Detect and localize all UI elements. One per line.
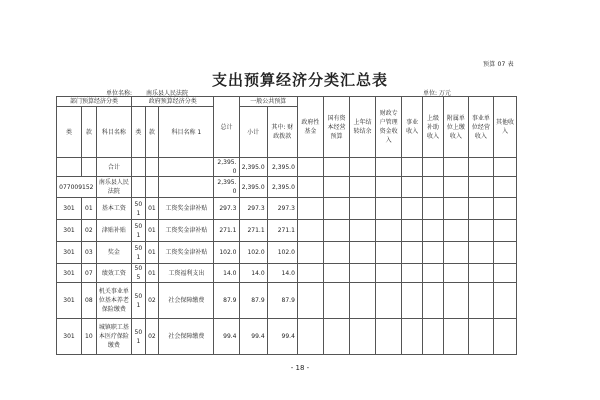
cell-subject-name: 机关事业单位基本养老保险缴费 <box>96 283 131 319</box>
cell-gov-subject-name: 工资奖金津补贴 <box>159 198 214 220</box>
cell-empty <box>493 319 516 355</box>
cell-empty <box>350 283 376 319</box>
cell-subtotal: 2,395.0 <box>239 158 267 177</box>
cell-total: 14.0 <box>214 264 239 283</box>
cell-kind: 301 <box>57 220 82 242</box>
cell-empty <box>323 158 349 177</box>
cell-empty <box>493 220 516 242</box>
cell-item: 10 <box>82 319 97 355</box>
cell-empty <box>423 198 444 220</box>
cell-gov-kind <box>132 177 146 198</box>
header-state-capital: 国有资本经营预算 <box>323 97 349 158</box>
budget-table <box>56 96 517 355</box>
cell-gov-kind: 501 <box>132 319 146 355</box>
cell-gov-subject-name <box>159 158 214 177</box>
cell-total: 2,395.0 <box>214 158 239 177</box>
cell-subtotal: 271.1 <box>239 220 267 242</box>
cell-empty <box>402 158 423 177</box>
cell-empty <box>493 264 516 283</box>
cell-empty <box>402 283 423 319</box>
cell-gov-kind: 501 <box>132 242 146 264</box>
cell-empty <box>468 242 493 264</box>
cell-gov-subject-name: 社会保障缴费 <box>159 319 214 355</box>
cell-empty <box>443 158 468 177</box>
cell-empty <box>443 264 468 283</box>
cell-empty <box>323 198 349 220</box>
cell-unit-name: 南乐县人民法院 <box>96 177 131 198</box>
cell-gov-item <box>145 158 159 177</box>
cell-gov-kind <box>132 158 146 177</box>
cell-empty <box>297 319 323 355</box>
cell-empty <box>423 319 444 355</box>
cell-empty <box>297 177 323 198</box>
header-kind: 类 <box>57 107 82 158</box>
cell-empty <box>376 177 402 198</box>
cell-empty <box>350 242 376 264</box>
header-subject-name: 科目名称 <box>96 107 131 158</box>
cell-empty <box>443 220 468 242</box>
cell-fiscal: 271.1 <box>267 220 297 242</box>
cell-subject-name: 奖金 <box>96 242 131 264</box>
cell-item: 02 <box>82 220 97 242</box>
cell-empty <box>493 158 516 177</box>
cell-gov-subject-name: 社会保障缴费 <box>159 283 214 319</box>
cell-subject-name: 津贴补贴 <box>96 220 131 242</box>
cell-total: 87.9 <box>214 283 239 319</box>
cell-gov-subject-name: 工资奖金津补贴 <box>159 242 214 264</box>
cell-gov-kind: 505 <box>132 264 146 283</box>
cell-item: 03 <box>82 242 97 264</box>
cell-empty <box>350 220 376 242</box>
cell-empty <box>423 177 444 198</box>
cell-subtotal: 87.9 <box>239 283 267 319</box>
cell-subtotal: 2,395.0 <box>239 177 267 198</box>
cell-empty <box>350 319 376 355</box>
cell-empty <box>493 283 516 319</box>
cell-gov-item: 02 <box>145 319 159 355</box>
header-gov-group: 政府预算经济分类 <box>132 97 214 107</box>
cell-empty <box>376 283 402 319</box>
cell-empty <box>323 264 349 283</box>
cell-subject-name: 绩效工资 <box>96 264 131 283</box>
cell-total: 271.1 <box>214 220 239 242</box>
cell-empty <box>402 264 423 283</box>
cell-empty <box>297 242 323 264</box>
cell-empty <box>297 264 323 283</box>
cell-fiscal: 102.0 <box>267 242 297 264</box>
header-item: 款 <box>82 107 97 158</box>
cell-empty <box>376 242 402 264</box>
cell-fiscal: 14.0 <box>267 264 297 283</box>
header-affiliated-income: 附属单位上缴收入 <box>443 97 468 158</box>
cell-empty <box>423 264 444 283</box>
cell-unit-code: 077009152 <box>57 177 97 198</box>
header-prior-year: 上年结转结余 <box>350 97 376 158</box>
money-unit: 单位: 万元 <box>423 90 451 97</box>
cell-gov-subject-name <box>159 177 214 198</box>
cell-empty <box>402 319 423 355</box>
table-row <box>57 198 517 220</box>
cell-fiscal: 87.9 <box>267 283 297 319</box>
header-gov-fund: 政府性基金 <box>297 97 323 158</box>
cell-empty <box>443 283 468 319</box>
header-business-income: 事业收入 <box>402 97 423 158</box>
cell-kind: 301 <box>57 242 82 264</box>
cell-empty <box>376 319 402 355</box>
cell-empty <box>376 158 402 177</box>
cell-empty <box>423 158 444 177</box>
cell-subject-name: 基本工资 <box>96 198 131 220</box>
header-subtotal: 小计 <box>239 107 267 158</box>
cell-gov-kind: 501 <box>132 220 146 242</box>
cell-empty <box>402 220 423 242</box>
cell-gov-item: 01 <box>145 242 159 264</box>
header-gov-item: 款 <box>145 107 159 158</box>
cell-fiscal: 99.4 <box>267 319 297 355</box>
cell-fiscal: 297.3 <box>267 198 297 220</box>
cell-item: 08 <box>82 283 97 319</box>
cell-subtotal: 102.0 <box>239 242 267 264</box>
cell-empty <box>468 220 493 242</box>
cell-gov-kind: 501 <box>132 198 146 220</box>
cell-subject-name: 城镇职工基本医疗保险缴费 <box>96 319 131 355</box>
cell-empty <box>423 283 444 319</box>
header-total: 总计 <box>214 97 239 158</box>
cell-empty <box>323 220 349 242</box>
cell-empty <box>350 198 376 220</box>
cell-empty <box>323 283 349 319</box>
cell-item: 07 <box>82 264 97 283</box>
table-row <box>57 220 517 242</box>
form-code: 预算 07 表 <box>483 61 514 68</box>
cell-empty <box>443 198 468 220</box>
header-gov-kind: 类 <box>132 107 146 158</box>
cell-item: 01 <box>82 198 97 220</box>
header-fiscal-special: 财政专户管理资金收入 <box>376 97 402 158</box>
cell-empty <box>468 283 493 319</box>
header-enterprise-income: 事业单位经营收入 <box>468 97 493 158</box>
cell-empty <box>468 198 493 220</box>
cell-total-label: 合计 <box>96 158 131 177</box>
cell-code <box>57 158 82 177</box>
header-other-income: 其他收入 <box>493 97 516 158</box>
cell-empty <box>297 158 323 177</box>
cell-total: 2,395.0 <box>214 177 239 198</box>
cell-kind: 301 <box>57 283 82 319</box>
cell-empty <box>423 242 444 264</box>
cell-empty <box>376 220 402 242</box>
cell-empty <box>297 283 323 319</box>
cell-empty <box>443 242 468 264</box>
cell-total: 297.3 <box>214 198 239 220</box>
table-row <box>57 319 517 355</box>
cell-empty <box>350 158 376 177</box>
cell-empty <box>493 242 516 264</box>
cell-kind: 301 <box>57 319 82 355</box>
cell-empty <box>468 264 493 283</box>
cell-subtotal: 99.4 <box>239 319 267 355</box>
cell-gov-item: 02 <box>145 283 159 319</box>
cell-empty <box>297 198 323 220</box>
page-title: 支出预算经济分类汇总表 <box>211 71 388 89</box>
cell-empty <box>443 319 468 355</box>
cell-empty <box>323 242 349 264</box>
cell-gov-item: 01 <box>145 198 159 220</box>
table-row <box>57 177 517 198</box>
cell-empty <box>402 177 423 198</box>
table-row <box>57 158 517 177</box>
cell-empty <box>350 264 376 283</box>
cell-kind: 301 <box>57 264 82 283</box>
cell-fiscal: 2,395.0 <box>267 158 297 177</box>
cell-subtotal: 14.0 <box>239 264 267 283</box>
cell-gov-item: 01 <box>145 220 159 242</box>
cell-fiscal: 2,395.0 <box>267 177 297 198</box>
cell-empty <box>423 220 444 242</box>
cell-empty <box>468 177 493 198</box>
table-row <box>57 242 517 264</box>
cell-item <box>82 158 97 177</box>
cell-empty <box>376 264 402 283</box>
cell-empty <box>468 158 493 177</box>
cell-gov-item <box>145 177 159 198</box>
cell-subtotal: 297.3 <box>239 198 267 220</box>
cell-gov-subject-name: 工资福利支出 <box>159 264 214 283</box>
cell-gov-kind: 501 <box>132 283 146 319</box>
table-row <box>57 283 517 319</box>
cell-empty <box>468 319 493 355</box>
header-gov-subject-name: 科目名称 1 <box>159 107 214 158</box>
page-number: - 18 - <box>290 364 310 372</box>
cell-gov-item: 01 <box>145 264 159 283</box>
cell-empty <box>493 198 516 220</box>
unit-name: 南乐县人民法院 <box>146 90 189 97</box>
header-dept-group: 部门预算经济分类 <box>57 97 132 107</box>
cell-kind: 301 <box>57 198 82 220</box>
cell-empty <box>297 220 323 242</box>
cell-empty <box>323 177 349 198</box>
cell-empty <box>350 177 376 198</box>
header-general-budget: 一般公共预算 <box>239 97 297 107</box>
cell-gov-subject-name: 工资奖金津补贴 <box>159 220 214 242</box>
cell-empty <box>402 198 423 220</box>
cell-empty <box>493 177 516 198</box>
header-upper-subsidy: 上级补助收入 <box>423 97 444 158</box>
cell-empty <box>323 319 349 355</box>
table-row <box>57 264 517 283</box>
cell-total: 102.0 <box>214 242 239 264</box>
unit-label: 单位名称: <box>106 90 133 97</box>
header-of-which-fiscal: 其中: 财政拨款 <box>267 107 297 158</box>
cell-empty <box>402 242 423 264</box>
cell-total: 99.4 <box>214 319 239 355</box>
cell-empty <box>443 177 468 198</box>
cell-empty <box>376 198 402 220</box>
